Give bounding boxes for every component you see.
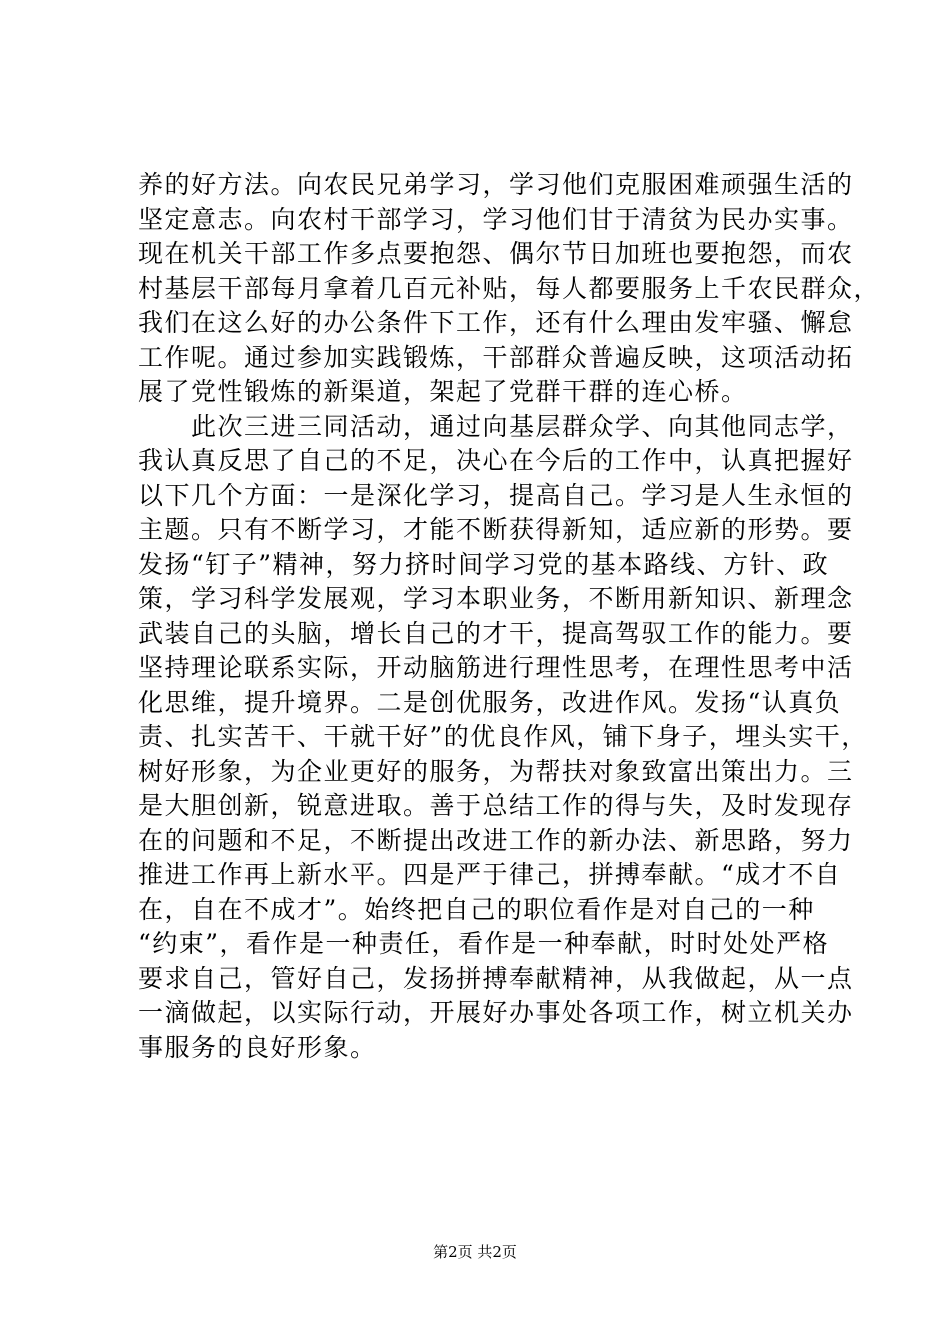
- text-line: 事服务的良好形象。: [138, 1032, 377, 1062]
- page-number-footer: 第2页 共2页: [433, 1243, 517, 1261]
- text-line: 树好形象，为企业更好的服务，为帮扶对象致富出策出力。三: [138, 756, 854, 786]
- text-line: 武装自己的头脑，增长自己的才干，提高驾驭工作的能力。要: [138, 618, 854, 648]
- text-line: 在的问题和不足，不断提出改进工作的新办法、新思路，努力: [138, 825, 854, 855]
- text-line: 坚定意志。向农村干部学习，学习他们甘于清贫为民办实事。: [138, 204, 854, 234]
- text-line: 展了党性锻炼的新渠道，架起了党群干群的连心桥。: [138, 377, 748, 406]
- text-line: 在，自在不成才”。始终把自己的职位看作是对自己的一种: [138, 894, 815, 924]
- text-line: 化思维，提升境界。二是创优服务，改进作风。发扬“认真负: [138, 687, 842, 717]
- text-line: 责、扎实苦干、干就干好”的优良作风，铺下身子，埋头实干，: [138, 722, 868, 751]
- text-line: 我认真反思了自己的不足，决心在今后的工作中，认真把握好: [138, 446, 854, 475]
- text-line: “约束”，看作是一种责任，看作是一种奉献，时时处处严格: [138, 929, 830, 958]
- text-line: 养的好方法。向农民兄弟学习，学习他们克服困难顽强生活的: [138, 170, 854, 199]
- text-line: 此次三进三同活动，通过向基层群众学、向其他同志学，: [138, 411, 854, 441]
- text-line: 主题。只有不断学习，才能不断获得新知，适应新的形势。要: [138, 515, 854, 544]
- text-line: 发扬“钉子”精神，努力挤时间学习党的基本路线、方针、政: [138, 549, 830, 579]
- text-line: 一滴做起，以实际行动，开展好办事处各项工作，树立机关办: [138, 998, 854, 1027]
- text-line: 策，学习科学发展观，学习本职业务，不断用新知识、新理念: [138, 584, 854, 613]
- text-line: 坚持理论联系实际，开动脑筋进行理性思考，在理性思考中活: [138, 653, 854, 682]
- text-line: 是大胆创新，锐意进取。善于总结工作的得与失，及时发现存: [138, 791, 854, 820]
- text-line: 村基层干部每月拿着几百元补贴，每人都要服务上千农民群众，: [138, 273, 881, 303]
- text-line: 我们在这么好的办公条件下工作，还有什么理由发牢骚、懈怠: [138, 308, 854, 337]
- text-line: 以下几个方面：一是深化学习，提高自己。学习是人生永恒的: [138, 480, 854, 510]
- body-text: [138, 168, 881, 1065]
- text-line: 要求自己，管好自己，发扬拼搏奉献精神，从我做起，从一点: [138, 963, 854, 993]
- text-line: 现在机关干部工作多点要抱怨、偶尔节日加班也要抱怨，而农: [138, 239, 854, 268]
- text-line: 工作呢。通过参加实践锻炼，干部群众普遍反映，这项活动拓: [138, 342, 854, 372]
- text-line: 推进工作再上新水平。四是严于律己，拼搏奉献。“成才不自: [138, 860, 842, 889]
